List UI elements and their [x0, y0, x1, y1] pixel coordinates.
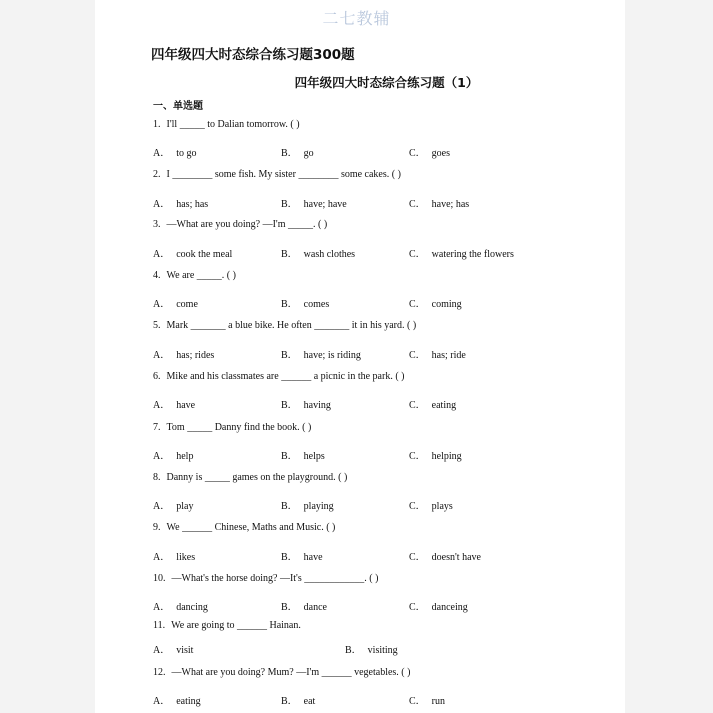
- option-a: A． dancing: [153, 602, 208, 613]
- option-c: C． has; ride: [409, 350, 466, 361]
- question-number: 5.: [153, 320, 161, 331]
- option-b: B． comes: [281, 299, 330, 310]
- question-12: [153, 667, 410, 678]
- question-number: 11.: [153, 620, 166, 631]
- option-b: B． helps: [281, 451, 325, 462]
- question-4: [153, 270, 236, 281]
- question-number: 8.: [153, 472, 161, 483]
- question-prompt: Danny is _____ games on the playground. ( ): [166, 472, 348, 483]
- question-9: [153, 522, 335, 533]
- question-8: [153, 472, 347, 483]
- option-a: A． cook the meal: [153, 249, 233, 260]
- question-prompt: —What are you doing? Mum? —I'm ______ vegetables. ( ): [171, 667, 411, 678]
- option-a: A． has; rides: [153, 350, 215, 361]
- option-a: A． has; has: [153, 199, 209, 210]
- document-title: 四年级四大时态综合练习题300题: [151, 47, 355, 63]
- option-c: C． have; has: [409, 199, 470, 210]
- option-a: A． visit: [153, 645, 194, 656]
- option-c: C． watering the flowers: [409, 249, 514, 260]
- question-prompt: —What are you doing? —I'm _____. ( ): [166, 219, 328, 230]
- option-a: A． eating: [153, 696, 201, 707]
- option-c: C． eating: [409, 400, 457, 411]
- option-b: B． playing: [281, 501, 334, 512]
- option-b: B． dance: [281, 602, 327, 613]
- option-a: A． come: [153, 299, 198, 310]
- question-2: [153, 169, 401, 180]
- option-b: B． have; have: [281, 199, 347, 210]
- question-prompt: I ________ some fish. My sister ________ some cakes. ( ): [166, 169, 401, 180]
- option-a: A． have: [153, 400, 196, 411]
- option-a: A． play: [153, 501, 194, 512]
- question-prompt: I'll _____ to Dalian tomorrow. ( ): [166, 119, 300, 130]
- question-number: 12.: [153, 667, 166, 678]
- option-a: A． to go: [153, 148, 197, 159]
- question-7: [153, 422, 311, 433]
- question-3: [153, 219, 327, 230]
- watermark-text: 二七教辅: [322, 9, 391, 28]
- question-11: [153, 620, 301, 631]
- question-number: 3.: [153, 219, 161, 230]
- question-5: [153, 320, 416, 331]
- option-c: C． goes: [409, 148, 451, 159]
- option-b: B． have: [281, 552, 323, 563]
- question-number: 6.: [153, 371, 161, 382]
- question-prompt: We ______ Chinese, Maths and Music. ( ): [166, 522, 336, 533]
- question-prompt: —What's the horse doing? —It's ____________. ( ): [171, 573, 379, 584]
- question-number: 9.: [153, 522, 161, 533]
- option-b: B． visiting: [345, 645, 398, 656]
- option-c: C． plays: [409, 501, 453, 512]
- option-c: C． run: [409, 696, 446, 707]
- option-b: B． have; is riding: [281, 350, 361, 361]
- option-b: B． eat: [281, 696, 316, 707]
- question-number: 10.: [153, 573, 166, 584]
- option-b: B． having: [281, 400, 331, 411]
- question-prompt: Mark _______ a blue bike. He often _______ it in his yard. ( ): [166, 320, 417, 331]
- question-number: 2.: [153, 169, 161, 180]
- section-heading: 一、单选题: [153, 101, 203, 112]
- question-prompt: We are _____. ( ): [166, 270, 236, 281]
- question-1: [153, 119, 300, 130]
- option-c: C． coming: [409, 299, 462, 310]
- option-b: B． go: [281, 148, 314, 159]
- question-number: 4.: [153, 270, 161, 281]
- option-a: A． likes: [153, 552, 196, 563]
- question-prompt: Mike and his classmates are ______ a picnic in the park. ( ): [166, 371, 405, 382]
- question-6: [153, 371, 404, 382]
- option-c: C． helping: [409, 451, 462, 462]
- question-number: 1.: [153, 119, 161, 130]
- option-c: C． doesn't have: [409, 552, 481, 563]
- option-c: C． danceing: [409, 602, 468, 613]
- exercise-subtitle: 四年级四大时态综合练习题（1）: [294, 75, 479, 90]
- option-a: A． help: [153, 451, 194, 462]
- question-prompt: Tom _____ Danny find the book. ( ): [166, 422, 312, 433]
- question-10: [153, 573, 378, 584]
- question-prompt: We are going to ______ Hainan.: [171, 620, 301, 631]
- option-b: B． wash clothes: [281, 249, 356, 260]
- question-number: 7.: [153, 422, 161, 433]
